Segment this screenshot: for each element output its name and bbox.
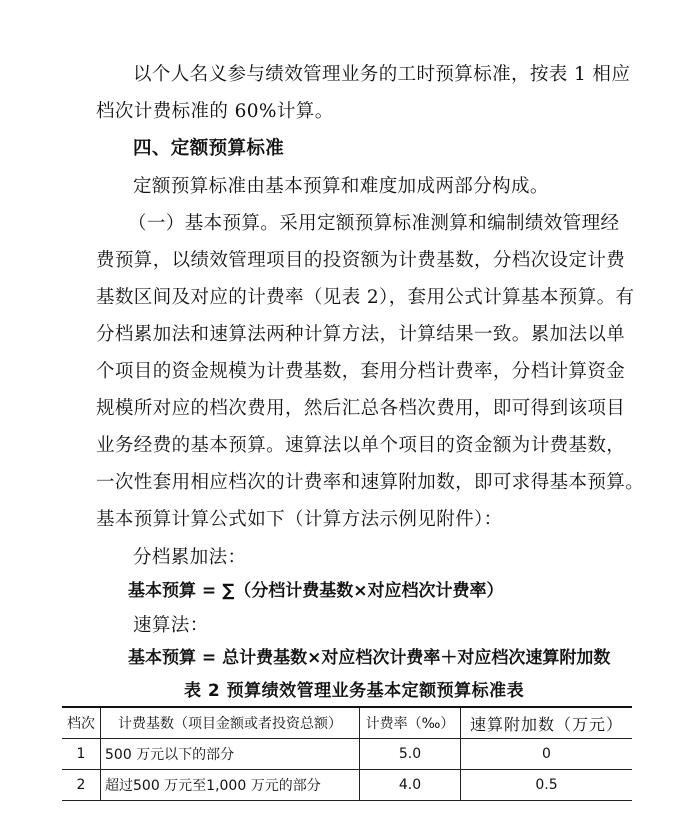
cell-base: 超过500 万元至1,000 万元的部分 [101, 770, 360, 801]
paragraph-line: 定额预算标准由基本预算和难度加成两部分构成。 [133, 176, 549, 197]
table-row [62, 739, 632, 770]
header-addition: 速算附加数（万元） [461, 707, 633, 739]
cell-index: 2 [62, 770, 101, 801]
paragraph-line: 档次计费标准的 60%计算。 [96, 101, 334, 122]
cell-addition: 0 [461, 739, 633, 770]
table-row [62, 770, 632, 801]
paragraph-line: 以个人名义参与绩效管理业务的工时预算标准，按表 1 相应 [133, 64, 631, 85]
table-caption: 表 2 预算绩效管理业务基本定额预算标准表 [184, 681, 525, 701]
header-base: 计费基数（项目金额或者投资总额） [101, 707, 360, 739]
cell-addition: 0.5 [461, 770, 633, 801]
cell-rate: 4.0 [360, 770, 461, 801]
formula-quick: 基本预算 = 总计费基数×对应档次计费率＋对应档次速算附加数 [128, 648, 611, 668]
paragraph-line: 业务经费的基本预算。速算法以单个项目的资金额为计费基数， [96, 435, 626, 456]
formula-cumulative: 基本预算 = ∑（分档计费基数×对应档次计费率） [128, 581, 504, 601]
cell-index: 1 [62, 739, 101, 770]
budget-standard-table [62, 706, 632, 801]
paragraph-line: 规模所对应的档次费用，然后汇总各档次费用，即可得到该项目 [96, 398, 626, 419]
table-header-row [62, 707, 632, 739]
method-label: 速算法： [133, 615, 209, 636]
paragraph-line: 费预算，以绩效管理项目的投资额为计费基数，分档次设定计费 [96, 250, 626, 271]
paragraph-line: 基数区间及对应的计费率（见表 2），套用公式计算基本预算。有 [96, 287, 635, 308]
paragraph-line: （一）基本预算。采用定额预算标准测算和编制绩效管理经 [128, 213, 620, 234]
paragraph-line: 基本预算计算公式如下（计算方法示例见附件）： [96, 509, 503, 530]
cell-rate: 5.0 [360, 739, 461, 770]
header-rate: 计费率（‰） [360, 707, 461, 739]
header-index: 档次 [62, 707, 101, 739]
paragraph-line: 分档累加法和速算法两种计算方法，计算结果一致。累加法以单 [96, 324, 626, 345]
cell-base: 500 万元以下的部分 [101, 739, 360, 770]
section-heading: 四、定额预算标准 [133, 138, 285, 159]
method-label: 分档累加法： [133, 547, 247, 568]
paragraph-line: 一次性套用相应档次的计费率和速算附加数，即可求得基本预算。 [96, 472, 645, 493]
paragraph-line: 个项目的资金规模为计费基数，套用分档计费率，分档计算资金 [96, 361, 626, 382]
